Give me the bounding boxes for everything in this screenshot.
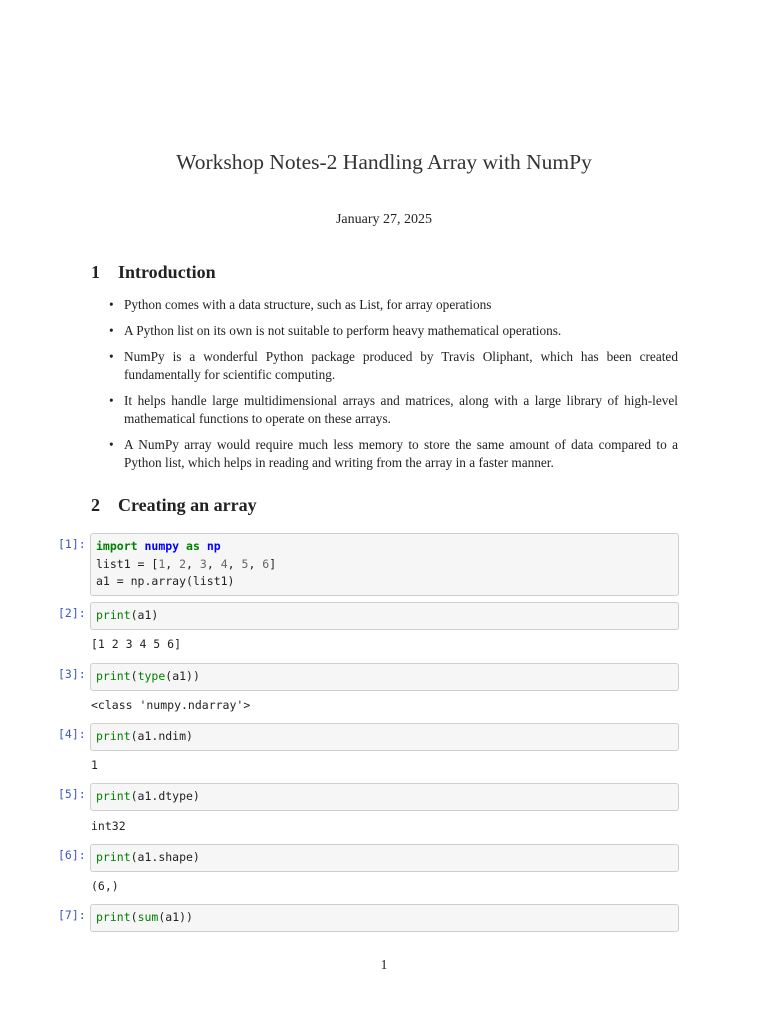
cell-prompt: [6]: <box>58 848 86 862</box>
section-title: Introduction <box>118 262 216 282</box>
list-item <box>106 296 678 314</box>
code-line: a1 = np.array(list1) <box>96 574 235 588</box>
code-cell-5[interactable] <box>90 783 679 811</box>
list-item-text: It helps handle large multidimensional arrays and matrices, along with a large library of high-level mathematical functions to operate on these arrays. <box>124 393 678 426</box>
page-number: 1 <box>380 957 388 972</box>
bullet-icon: • <box>109 349 114 364</box>
section-title: Creating an array <box>118 495 257 515</box>
introduction-bullet-list <box>106 296 678 480</box>
cell-prompt: [4]: <box>58 727 86 741</box>
cell-output: 1 <box>91 758 98 772</box>
code-cell-1[interactable] <box>90 533 679 596</box>
section-heading-introduction <box>91 262 216 283</box>
list-item-text: NumPy is a wonderful Python package produced by Travis Oliphant, which has been created fundamentally for scientific computing. <box>124 349 678 382</box>
code-cell-3[interactable] <box>90 663 679 691</box>
cell-prompt: [1]: <box>58 537 86 551</box>
bullet-icon: • <box>109 437 114 452</box>
list-item <box>106 348 678 384</box>
code-line: print(a1.shape) <box>96 850 200 864</box>
section-heading-creating-an-array <box>91 495 257 516</box>
list-item-text: A Python list on its own is not suitable to perform heavy mathematical operations. <box>124 323 562 338</box>
code-line: print(a1.dtype) <box>96 789 200 803</box>
cell-prompt: [3]: <box>58 667 86 681</box>
code-line: list1 = [1, 2, 3, 4, 5, 6] <box>96 556 277 571</box>
code-line: print(type(a1)) <box>96 669 200 683</box>
code-line: print(sum(a1)) <box>96 910 193 924</box>
cell-output: <class 'numpy.ndarray'> <box>91 698 251 712</box>
cell-output: (6,) <box>91 879 119 893</box>
section-number: 1 <box>91 262 100 282</box>
bullet-icon: • <box>109 323 114 338</box>
code-line: print(a1.ndim) <box>96 729 193 743</box>
code-line: print(a1) <box>96 608 159 622</box>
bullet-icon: • <box>109 297 114 312</box>
cell-prompt: [7]: <box>58 908 86 922</box>
document-date: January 27, 2025 <box>335 212 433 227</box>
list-item <box>106 392 678 428</box>
code-cell-4[interactable] <box>90 723 679 751</box>
code-line: import numpy as np <box>96 539 221 553</box>
cell-output: [1 2 3 4 5 6] <box>91 637 182 651</box>
code-cell-2[interactable] <box>90 602 679 630</box>
cell-prompt: [5]: <box>58 787 86 801</box>
code-cell-6[interactable] <box>90 844 679 872</box>
list-item-text: Python comes with a data structure, such as List, for array operations <box>124 297 492 312</box>
section-number: 2 <box>91 495 100 515</box>
list-item <box>106 436 678 472</box>
cell-output: int32 <box>91 819 126 833</box>
list-item-text: A NumPy array would require much less memory to store the same amount of data compared to a Python list, which helps in reading and writing from the array in a faster manner. <box>124 437 678 470</box>
document-title: Workshop Notes-2 Handling Array with NumPy <box>176 150 592 174</box>
list-item <box>106 322 678 340</box>
bullet-icon: • <box>109 393 114 408</box>
code-cell-7[interactable] <box>90 904 679 932</box>
cell-prompt: [2]: <box>58 606 86 620</box>
